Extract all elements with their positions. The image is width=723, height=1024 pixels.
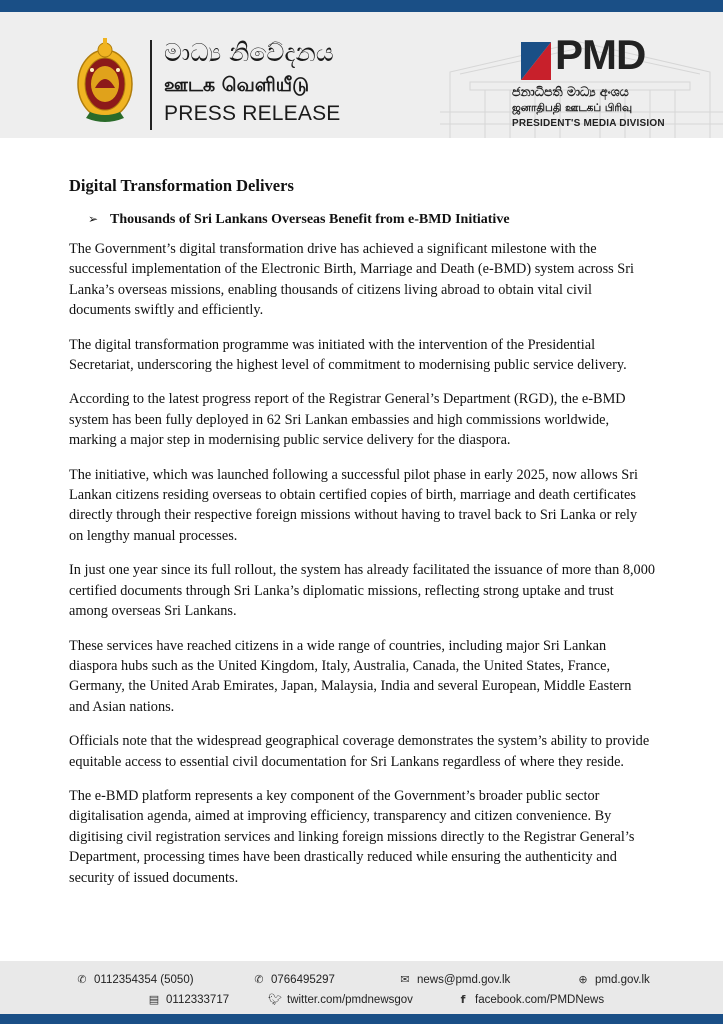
header-divider [150,40,152,130]
footer-phone-2-text: 0766495297 [271,973,335,986]
footer-facebook[interactable] [456,993,604,1006]
footer-fax [147,993,229,1006]
org-name-tamil: ஜனாதிபதி ஊடகப் பிரிவு [512,102,633,114]
org-name-sinhala: ජනාධිපති මාධ්‍ය අංශය [512,84,629,99]
paragraph-7: Officials note that the widespread geographical coverage demonstrates the system’s ability to provide equitable access to essential civil documentation for Sri Lankans regardless of where they reside. [69,733,650,770]
footer-website[interactable] [576,973,650,986]
footer-phone-1 [75,973,194,986]
footer-phone-1-text: 0112354354 (5050) [94,973,194,986]
paragraph-1: The Government’s digital transformation drive has achieved a significant milestone with the successful implementation of the Electronic Birth, Marriage and Death (e-BMD) system across Sri Lanka’s overseas missions, enabling thousands of citizens living abroad to obtain vital civil documents swiftly and efficiently. [69,241,634,319]
article-headline: Digital Transformation Delivers [69,176,294,195]
paragraph-2: The digital transformation programme was initiated with the intervention of the Presidential Secretariat, underscoring the highest level of commitment to modernising public service delivery. [69,336,627,374]
footer-email-link[interactable]: news@pmd.gov.lk [417,973,511,986]
press-release-title-english: PRESS RELEASE [164,102,341,125]
footer-website-link[interactable]: pmd.gov.lk [595,973,650,986]
footer-twitter[interactable] [268,993,413,1006]
press-release-title-sinhala: මාධ්‍ය නිවේදනය [164,38,334,67]
paragraph-6: These services have reached citizens in a wide range of countries, including major Sri Lankan diaspora hubs such as the United Kingdom, Italy, Australia, Canada, the United States, France, Germany, the United Arab Emirates, Japan, Malaysia, India and several European, Middle Eastern and Asian nations. [69,637,632,715]
paragraph-3: According to the latest progress report of the Registrar General’s Department (RGD), the e-BMD system has been fully deployed in 62 Sri Lankan embassies and high commissions worldwide, marking a major step in modernising public service delivery for the diaspora. [69,391,626,449]
article-subheadline [88,212,655,228]
mobile-phone-icon: ✆ [254,973,264,986]
email-icon: ✉ [400,973,410,986]
paragraph-4: The initiative, which was launched following a successful pilot phase in early 2025, now allows Sri Lankan citizens residing overseas to obtain certified copies of birth, marriage and death certificates directly through their respective foreign missions without having to travel back to Sri Lanka or rely on lengthy manual processes. [69,466,638,544]
press-release-title-tamil: ஊடக வெளியீடு [164,74,310,96]
footer-twitter-link[interactable]: twitter.com/pmdnewsgov [287,993,413,1006]
bottom-color-bar [0,1014,723,1024]
top-color-bar [0,0,723,12]
fax-icon: ▤ [148,993,160,1006]
paragraph-5: In just one year since its full rollout, the system has already facilitated the issuance of more than 8,000 certified documents through Sri Lanka’s diplomatic missions, reflecting strong uptake and trust among overseas Sri Lankans. [69,562,656,620]
org-name-english: PRESIDENT'S MEDIA DIVISION [512,118,665,129]
facebook-icon: f [460,993,466,1006]
footer-phone-2 [252,973,335,986]
twitter-icon: 🐦︎ [268,993,282,1006]
sri-lanka-emblem [76,34,134,128]
phone-icon: ✆ [77,973,87,986]
pmd-logo-text: PMD [555,31,646,78]
arrow-bullet-icon: ➢ [88,212,99,226]
footer-fax-text: 0112333717 [166,993,230,1006]
pmd-logo-mark-icon [521,42,551,80]
paragraph-8: The e-BMD platform represents a key component of the Government’s broader public sector digitalisation agenda, aimed at improving efficiency, transparency and citizen convenience. By digitising civil registration services and linking foreign missions directly to the Registrar General’s Department, processing times have been drastically reduced while ensuring the authenticity and security of issued documents. [69,787,635,886]
footer-email[interactable] [398,973,510,986]
subheadline-text: Thousands of Sri Lankans Overseas Benefit from e-BMD Initiative [110,212,510,227]
article-body [69,176,655,902]
contact-footer [0,961,723,1014]
globe-icon: ⊕ [578,973,588,986]
footer-facebook-link[interactable]: facebook.com/PMDNews [475,993,605,1006]
press-release-header [0,12,723,138]
